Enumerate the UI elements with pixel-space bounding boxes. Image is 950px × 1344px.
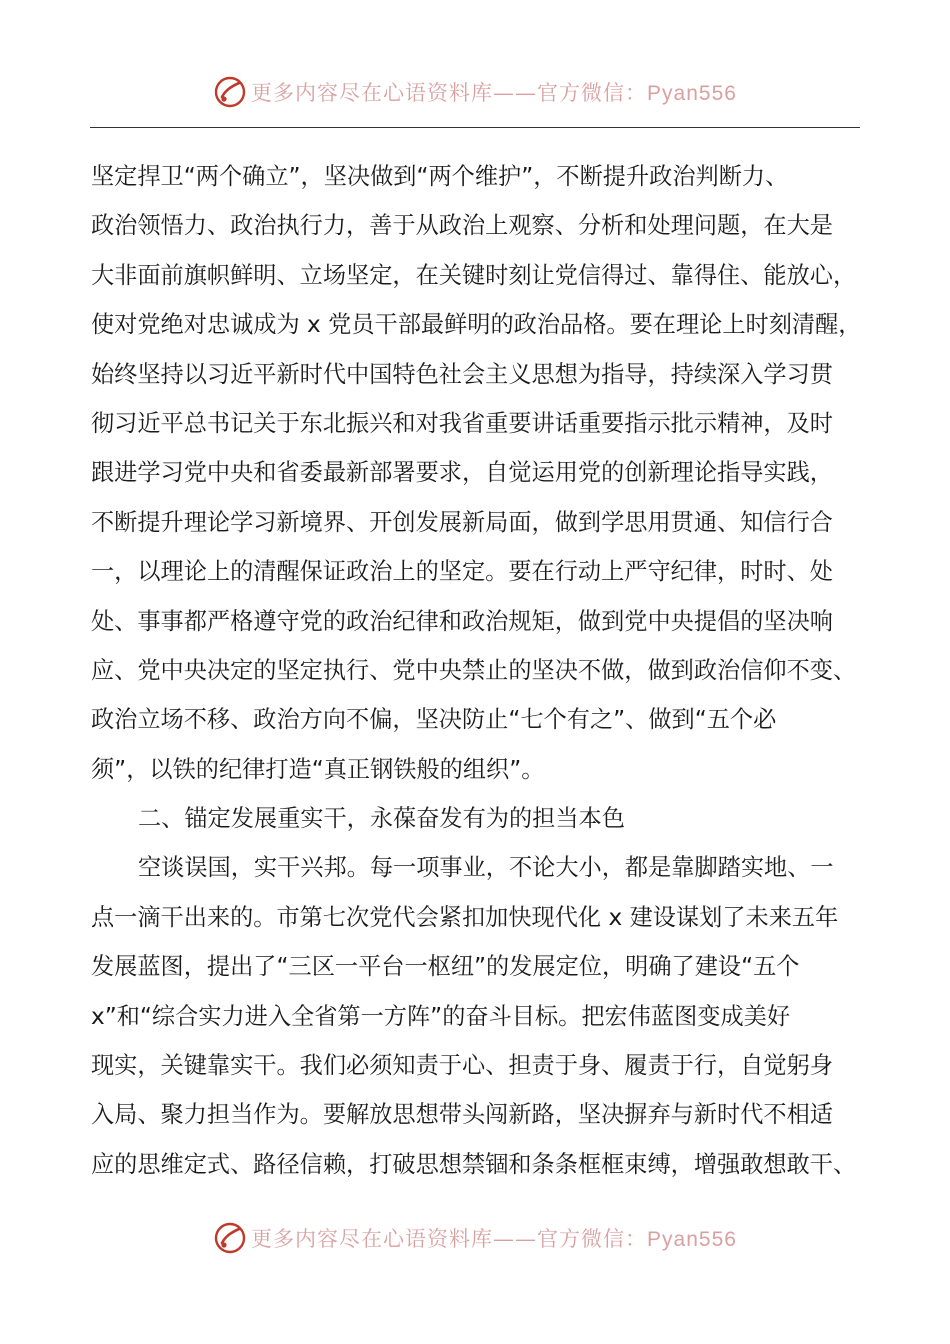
watermark-contact-label: 官方微信： (537, 1227, 648, 1251)
body-line: 大非面前旗帜鲜明、立场坚定，在关键时刻让党信得过、靠得住、能放心， (91, 261, 857, 289)
watermark-text (251, 1223, 737, 1253)
body-line: 处、事事都严格遵守党的政治纪律和政治规矩，做到党中央提倡的坚决响 (91, 607, 833, 635)
body-line: 彻习近平总书记关于东北振兴和对我省重要讲话重要指示批示精神，及时 (91, 409, 833, 437)
document-body (91, 152, 866, 1189)
body-line: 须”，以铁的纪律打造“真正钢铁般的组织”。 (91, 755, 545, 783)
body-line: x”和“综合实力进入全省第一方阵”的奋斗目标。把宏伟蓝图变成美好 (91, 1002, 791, 1030)
body-line: 应、党中央决定的坚定执行、党中央禁止的坚决不做，做到政治信仰不变、 (91, 656, 857, 684)
header-watermark (0, 72, 950, 112)
body-line: 发展蓝图，提出了“三区一平台一枢纽”的发展定位，明确了建设“五个 (91, 953, 800, 981)
body-line: 现实，关键靠实干。我们必须知责于心、担责于身、履责于行，自觉躬身 (91, 1052, 833, 1080)
body-line: 使对党绝对忠诚成为 x 党员干部最鲜明的政治品格。要在理论上时刻清醒， (91, 311, 862, 339)
body-line: 政治领悟力、政治执行力，善于从政治上观察、分析和处理问题，在大是 (91, 212, 833, 240)
section-heading: 二、锚定发展重实干，永葆奋发有为的担当本色 (138, 805, 625, 833)
body-line: 入局、聚力担当作为。要解放思想带头闯新路，坚决摒弃与新时代不相适 (91, 1101, 833, 1129)
watermark-main: 更多内容尽在心语资料库 (251, 1227, 494, 1251)
watermark-text (251, 77, 737, 107)
pen-seal-logo-icon (213, 1221, 247, 1255)
body-line: 应的思维定式、路径信赖，打破思想禁锢和条条框框束缚，增强敢想敢干、 (91, 1150, 857, 1178)
pen-seal-logo-icon (213, 75, 247, 109)
body-line: 不断提升理论学习新境界、开创发展新局面，做到学思用贯通、知信行合 (91, 508, 833, 536)
body-line: 始终坚持以习近平新时代中国特色社会主义思想为指导，持续深入学习贯 (91, 360, 833, 388)
body-line: 一，以理论上的清醒保证政治上的坚定。要在行动上严守纪律，时时、处 (91, 558, 833, 586)
body-line: 点一滴干出来的。市第七次党代会紧扣加快现代化 x 建设谋划了未来五年 (91, 903, 839, 931)
watermark-separator: —— (493, 1227, 538, 1251)
body-line: 坚定捍卫“两个确立”，坚决做到“两个维护”，不断提升政治判断力、 (91, 163, 789, 190)
body-line: 空谈误国，实干兴邦。每一项事业，不论大小，都是靠脚踏实地、一 (138, 854, 834, 882)
watermark-contact-id: Pyan556 (647, 82, 737, 105)
footer-watermark (0, 1218, 950, 1258)
watermark-main: 更多内容尽在心语资料库 (251, 81, 494, 105)
watermark-contact-id: Pyan556 (647, 1228, 737, 1251)
body-line: 跟进学习党中央和省委最新部署要求，自觉运用党的创新理论指导实践， (91, 459, 833, 487)
header-divider (90, 127, 860, 128)
watermark-contact-label: 官方微信： (537, 81, 648, 105)
watermark-separator: —— (493, 81, 538, 105)
body-line: 政治立场不移、政治方向不偏，坚决防止“七个有之”、做到“五个必 (91, 706, 777, 734)
